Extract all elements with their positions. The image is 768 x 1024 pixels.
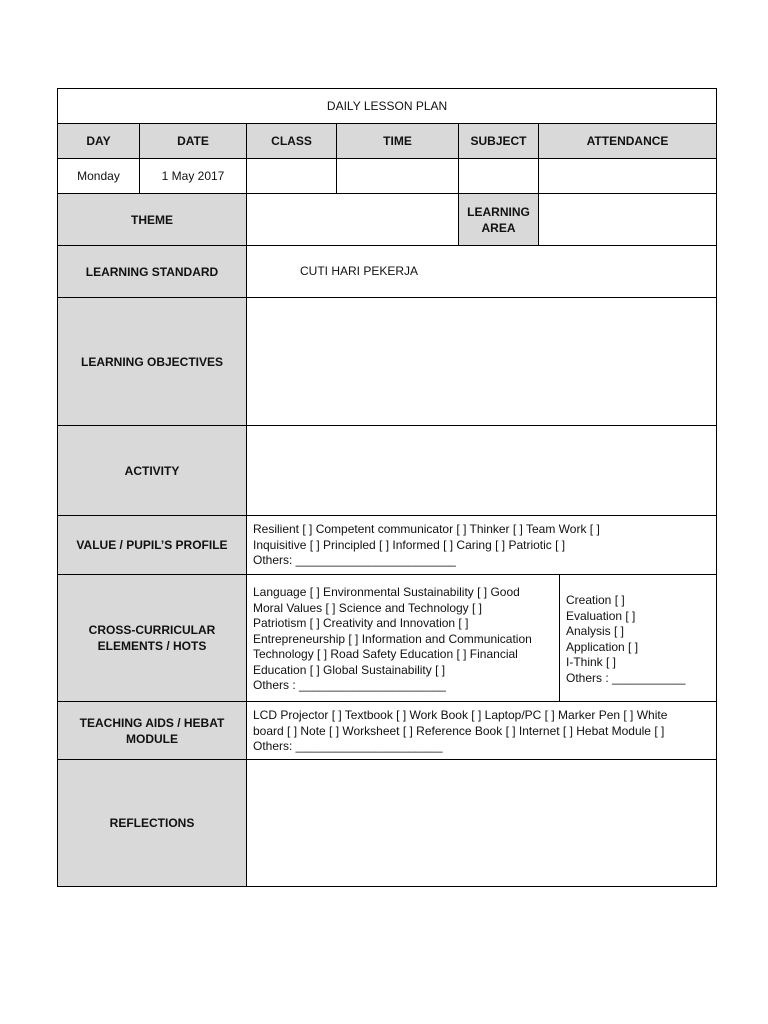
time-value [337,159,459,194]
learning-area-value [539,194,717,246]
learning-objectives-value [247,298,717,426]
learning-area-label [459,194,539,246]
attendance-value [539,159,717,194]
header-date: DATE [140,124,247,159]
hots-line: Creation [ ] [566,593,625,607]
learning-area-label-line2: AREA [481,220,516,235]
reflections-label: REFLECTIONS [58,760,247,887]
learning-area-label-line1: LEARNING [467,204,530,219]
value-profile-line: Others: ________________________ [253,553,456,567]
theme-label: THEME [58,194,247,246]
cross-curricular-line: Technology [ ] Road Safety Education [ ] Financial [253,647,518,661]
header-day: DAY [58,124,140,159]
hots-list [560,575,717,702]
date-value: 1 May 2017 [140,159,247,194]
cross-curricular-list [247,575,560,702]
cross-curricular-line: Entrepreneurship [ ] Information and Communication [253,631,532,646]
value-profile-list [247,516,717,575]
learning-objectives-label: LEARNING OBJECTIVES [58,298,247,426]
cross-curricular-line: Patriotism [ ] Creativity and Innovation [ ] [253,616,469,630]
theme-value [247,194,459,246]
activity-value [247,426,717,516]
lesson-plan-table [57,88,717,887]
teaching-aids-line: Others: ______________________ [253,739,443,753]
hots-line: I-Think [ ] [566,655,617,669]
day-value: Monday [58,159,140,194]
teaching-aids-line: board [ ] Note [ ] Worksheet [ ] Reference Book [ ] Internet [ ] Hebat Module [ ] [253,723,665,738]
value-profile-line: Resilient [ ] Competent communicator [ ] Thinker [ ] Team Work [ ] [253,522,600,536]
header-attendance: ATTENDANCE [539,124,717,159]
teaching-aids-label-line1: TEACHING AIDS / HEBAT [79,715,225,730]
teaching-aids-line: LCD Projector [ ] Textbook [ ] Work Book [ ] Laptop/PC [ ] Marker Pen [ ] White [253,708,668,722]
learning-standard-label: LEARNING STANDARD [58,246,247,298]
value-profile-line: Inquisitive [ ] Principled [ ] Informed [ ] Caring [ ] Patriotic [ ] [253,537,566,552]
cross-curricular-label-line2: ELEMENTS / HOTS [97,639,207,653]
cross-curricular-line: Language [ ] Environmental Sustainability [ ] Good [253,585,520,599]
class-value [247,159,337,194]
cross-curricular-line: Education [ ] Global Sustainability [ ] [253,662,446,677]
value-profile-label: VALUE / PUPIL’S PROFILE [58,516,247,575]
activity-label: ACTIVITY [58,426,247,516]
cross-curricular-line: Others : ______________________ [253,678,446,692]
reflections-value [247,760,717,887]
teaching-aids-list [247,702,717,760]
hots-line: Analysis [ ] [566,624,625,638]
page-title: DAILY LESSON PLAN [58,89,717,124]
header-subject: SUBJECT [459,124,539,159]
teaching-aids-label [58,702,247,760]
hots-line: Application [ ] [566,639,639,654]
header-class: CLASS [247,124,337,159]
cross-curricular-label [58,575,247,702]
hots-line: Others : ___________ [566,670,686,685]
cross-curricular-line: Moral Values [ ] Science and Technology [ ] [253,600,483,615]
teaching-aids-label-line2: MODULE [126,731,178,746]
hots-line: Evaluation [ ] [566,608,636,623]
cross-curricular-label-line1: CROSS-CURRICULAR [88,623,216,637]
subject-value [459,159,539,194]
header-time: TIME [337,124,459,159]
learning-standard-value: CUTI HARI PEKERJA [247,246,717,298]
